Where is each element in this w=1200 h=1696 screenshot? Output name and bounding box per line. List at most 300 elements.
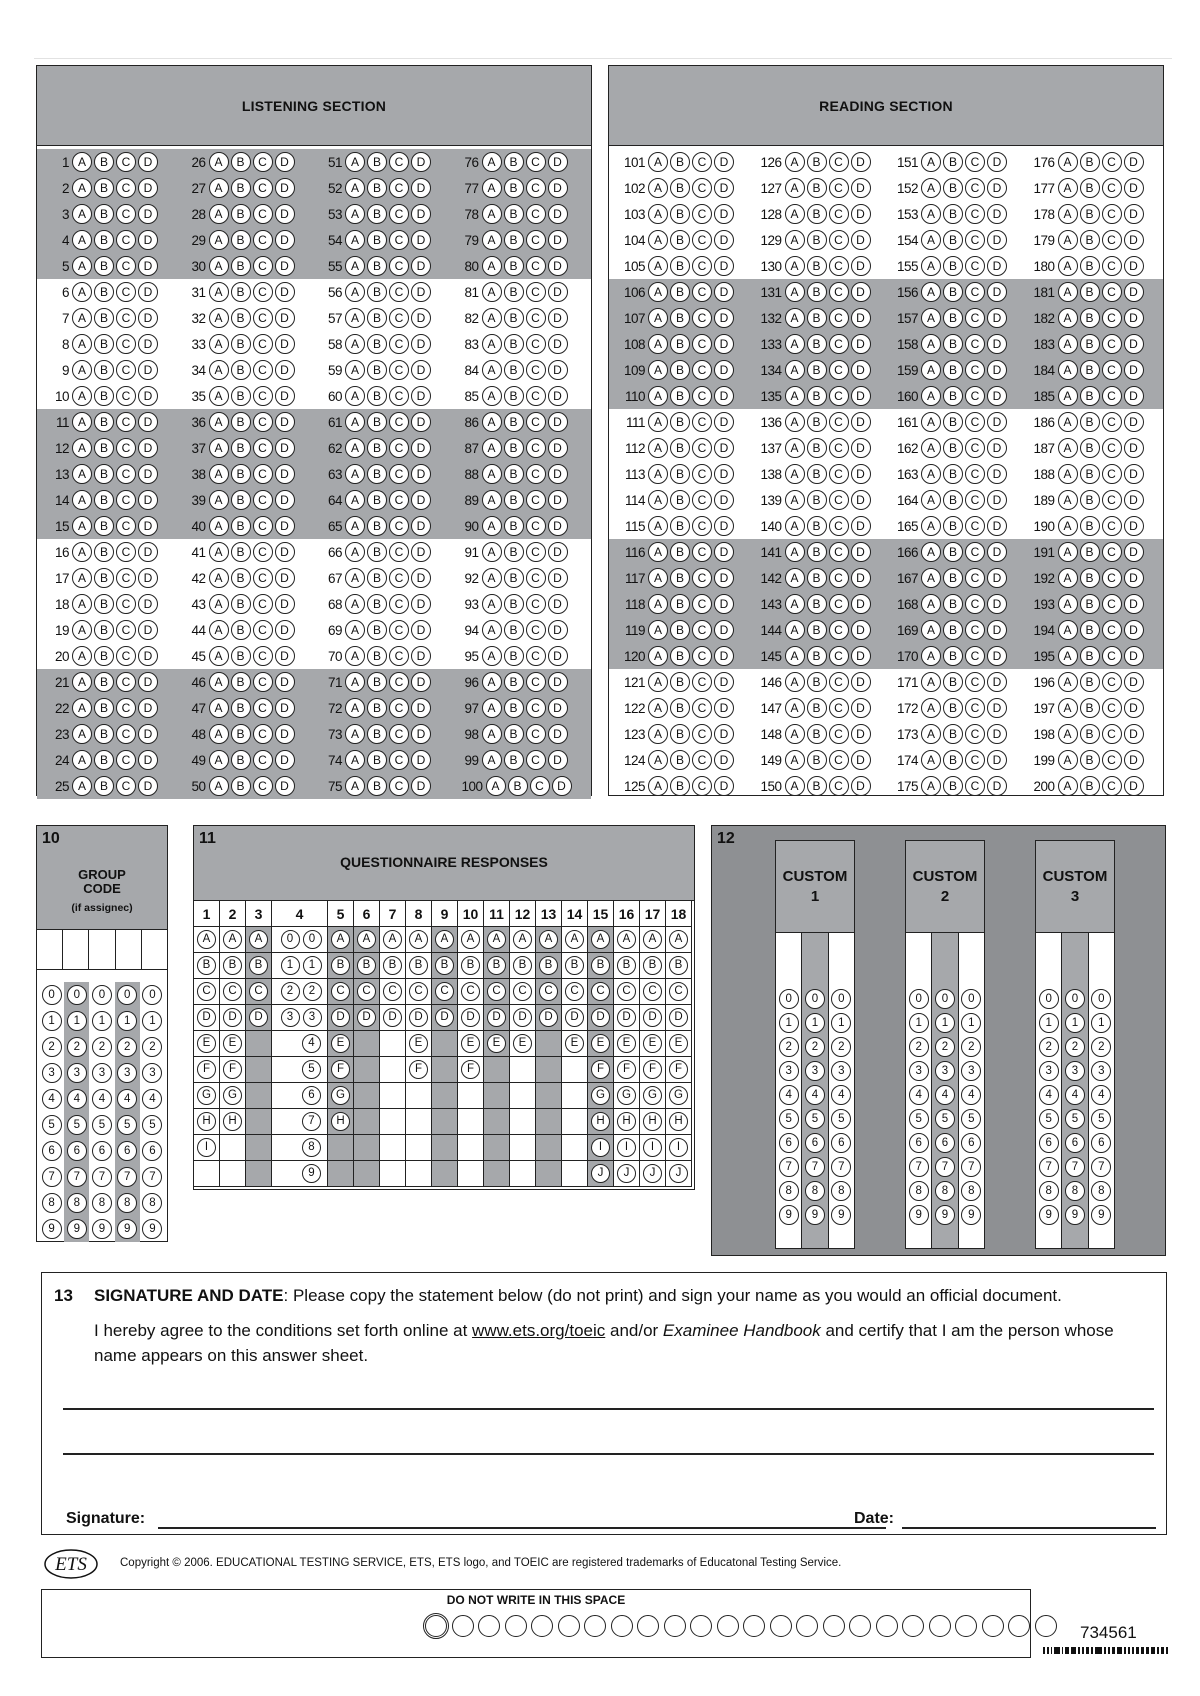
answer-bubble-c[interactable]: C [1102, 386, 1122, 406]
answer-bubble-d[interactable]: D [548, 516, 568, 536]
answer-bubble-d[interactable]: D [987, 386, 1007, 406]
answer-bubble-d[interactable]: D [1124, 386, 1144, 406]
answer-bubble-a[interactable]: A [1058, 542, 1078, 562]
answer-bubble-b[interactable]: B [807, 334, 827, 354]
digit-bubble-9[interactable]: 9 [1065, 1205, 1085, 1225]
answer-bubble-c[interactable]: C [829, 152, 849, 172]
option-bubble-f[interactable]: F [591, 1060, 610, 1079]
answer-bubble-a[interactable]: A [921, 698, 941, 718]
digit-bubble-7[interactable]: 7 [67, 1167, 87, 1187]
digit-bubble-1[interactable]: 1 [961, 1013, 981, 1033]
digit-bubble-7[interactable]: 7 [805, 1157, 825, 1177]
answer-bubble-a[interactable]: A [72, 672, 92, 692]
answer-bubble-d[interactable]: D [275, 334, 295, 354]
answer-bubble-d[interactable]: D [411, 230, 431, 250]
answer-bubble-d[interactable]: D [1124, 256, 1144, 276]
answer-bubble-a[interactable]: A [785, 464, 805, 484]
statement-copy-line-2[interactable] [63, 1453, 1154, 1455]
answer-bubble-a[interactable]: A [785, 282, 805, 302]
statement-copy-line-1[interactable] [63, 1408, 1154, 1410]
answer-bubble-c[interactable]: C [389, 542, 409, 562]
digit-bubble-2[interactable]: 2 [961, 1037, 981, 1057]
answer-bubble-a[interactable]: A [345, 698, 365, 718]
answer-bubble-b[interactable]: B [670, 490, 690, 510]
answer-bubble-b[interactable]: B [943, 594, 963, 614]
answer-bubble-b[interactable]: B [504, 282, 524, 302]
answer-bubble-c[interactable]: C [526, 672, 546, 692]
digit-bubble-7[interactable]: 7 [302, 1112, 321, 1131]
answer-bubble-b[interactable]: B [367, 438, 387, 458]
answer-bubble-b[interactable]: B [94, 256, 114, 276]
digit-bubble-9[interactable]: 9 [831, 1205, 851, 1225]
digit-bubble-3[interactable]: 3 [67, 1063, 87, 1083]
answer-bubble-a[interactable]: A [785, 750, 805, 770]
answer-bubble-a[interactable]: A [482, 308, 502, 328]
answer-bubble-b[interactable]: B [670, 386, 690, 406]
answer-bubble-c[interactable]: C [116, 386, 136, 406]
answer-bubble-a[interactable]: A [785, 672, 805, 692]
answer-bubble-b[interactable]: B [670, 204, 690, 224]
digit-bubble-3[interactable]: 3 [117, 1063, 137, 1083]
answer-bubble-d[interactable]: D [275, 386, 295, 406]
answer-bubble-c[interactable]: C [526, 360, 546, 380]
digit-bubble-0[interactable]: 0 [117, 985, 137, 1005]
answer-bubble-d[interactable]: D [411, 282, 431, 302]
answer-bubble-c[interactable]: C [253, 386, 273, 406]
option-bubble-a[interactable]: A [461, 930, 480, 949]
answer-bubble-a[interactable]: A [482, 724, 502, 744]
answer-bubble-c[interactable]: C [389, 204, 409, 224]
answer-bubble-b[interactable]: B [943, 438, 963, 458]
answer-bubble-a[interactable]: A [482, 334, 502, 354]
answer-bubble-b[interactable]: B [94, 386, 114, 406]
answer-bubble-d[interactable]: D [275, 178, 295, 198]
answer-bubble-c[interactable]: C [253, 776, 273, 796]
answer-bubble-d[interactable]: D [714, 334, 734, 354]
option-bubble-b[interactable]: B [591, 956, 610, 975]
digit-bubble-5[interactable]: 5 [1065, 1109, 1085, 1129]
answer-bubble-b[interactable]: B [943, 204, 963, 224]
answer-bubble-c[interactable]: C [526, 646, 546, 666]
answer-bubble-b[interactable]: B [807, 594, 827, 614]
answer-bubble-c[interactable]: C [692, 672, 712, 692]
answer-bubble-d[interactable]: D [275, 490, 295, 510]
answer-bubble-c[interactable]: C [829, 646, 849, 666]
answer-bubble-d[interactable]: D [714, 750, 734, 770]
answer-bubble-c[interactable]: C [692, 724, 712, 744]
answer-bubble-b[interactable]: B [367, 672, 387, 692]
answer-bubble-a[interactable]: A [921, 412, 941, 432]
answer-bubble-b[interactable]: B [94, 204, 114, 224]
answer-bubble-c[interactable]: C [1102, 282, 1122, 302]
answer-bubble-b[interactable]: B [943, 672, 963, 692]
answer-bubble-b[interactable]: B [670, 724, 690, 744]
answer-bubble-a[interactable]: A [1058, 152, 1078, 172]
answer-bubble-c[interactable]: C [692, 542, 712, 562]
option-bubble-e[interactable]: E [513, 1034, 532, 1053]
answer-bubble-b[interactable]: B [231, 620, 251, 640]
write-box[interactable] [776, 933, 802, 973]
answer-bubble-c[interactable]: C [965, 776, 985, 796]
answer-bubble-d[interactable]: D [987, 672, 1007, 692]
answer-bubble-d[interactable]: D [548, 594, 568, 614]
answer-bubble-d[interactable]: D [1124, 646, 1144, 666]
answer-bubble-a[interactable]: A [921, 386, 941, 406]
answer-bubble-b[interactable]: B [1080, 724, 1100, 744]
answer-bubble-a[interactable]: A [482, 438, 502, 458]
answer-bubble-c[interactable]: C [526, 698, 546, 718]
answer-bubble-d[interactable]: D [552, 776, 572, 796]
answer-bubble-b[interactable]: B [231, 672, 251, 692]
answer-bubble-c[interactable]: C [253, 204, 273, 224]
answer-bubble-a[interactable]: A [482, 204, 502, 224]
answer-bubble-d[interactable]: D [714, 464, 734, 484]
answer-bubble-b[interactable]: B [367, 464, 387, 484]
digit-bubble-6[interactable]: 6 [92, 1141, 112, 1161]
digit-bubble-6[interactable]: 6 [779, 1133, 799, 1153]
answer-bubble-d[interactable]: D [275, 620, 295, 640]
answer-bubble-b[interactable]: B [1080, 698, 1100, 718]
answer-bubble-a[interactable]: A [209, 620, 229, 640]
answer-bubble-b[interactable]: B [807, 412, 827, 432]
digit-bubble-8[interactable]: 8 [1039, 1181, 1059, 1201]
answer-bubble-a[interactable]: A [482, 620, 502, 640]
answer-bubble-a[interactable]: A [209, 412, 229, 432]
answer-bubble-b[interactable]: B [367, 750, 387, 770]
answer-bubble-a[interactable]: A [345, 490, 365, 510]
answer-bubble-c[interactable]: C [116, 490, 136, 510]
option-bubble-a[interactable]: A [223, 930, 242, 949]
option-bubble-e[interactable]: E [409, 1034, 428, 1053]
option-bubble-c[interactable]: C [331, 982, 350, 1001]
digit-bubble-4[interactable]: 4 [1039, 1085, 1059, 1105]
answer-bubble-d[interactable]: D [411, 334, 431, 354]
answer-bubble-a[interactable]: A [482, 568, 502, 588]
answer-bubble-d[interactable]: D [411, 308, 431, 328]
answer-bubble-a[interactable]: A [209, 542, 229, 562]
signature-line[interactable] [158, 1527, 886, 1529]
answer-bubble-b[interactable]: B [231, 334, 251, 354]
answer-bubble-c[interactable]: C [116, 334, 136, 354]
answer-bubble-a[interactable]: A [72, 438, 92, 458]
answer-bubble-a[interactable]: A [1058, 360, 1078, 380]
answer-bubble-b[interactable]: B [504, 178, 524, 198]
answer-bubble-a[interactable]: A [921, 230, 941, 250]
answer-bubble-c[interactable]: C [965, 464, 985, 484]
digit-bubble-5[interactable]: 5 [42, 1115, 62, 1135]
digit-bubble-8[interactable]: 8 [961, 1181, 981, 1201]
answer-bubble-b[interactable]: B [504, 438, 524, 458]
answer-bubble-b[interactable]: B [231, 282, 251, 302]
answer-bubble-c[interactable]: C [829, 776, 849, 796]
answer-bubble-d[interactable]: D [714, 152, 734, 172]
digit-bubble-4[interactable]: 4 [67, 1089, 87, 1109]
group-code-write-boxes[interactable] [37, 930, 167, 970]
digit-bubble-8[interactable]: 8 [831, 1181, 851, 1201]
digit-bubble-6[interactable]: 6 [805, 1133, 825, 1153]
option-bubble-b[interactable]: B [435, 956, 454, 975]
answer-bubble-c[interactable]: C [116, 360, 136, 380]
answer-bubble-c[interactable]: C [829, 204, 849, 224]
answer-bubble-c[interactable]: C [965, 646, 985, 666]
answer-bubble-a[interactable]: A [648, 776, 668, 796]
answer-bubble-d[interactable]: D [275, 308, 295, 328]
answer-bubble-d[interactable]: D [714, 204, 734, 224]
answer-bubble-a[interactable]: A [785, 568, 805, 588]
answer-bubble-c[interactable]: C [526, 334, 546, 354]
answer-bubble-a[interactable]: A [785, 646, 805, 666]
answer-bubble-c[interactable]: C [829, 750, 849, 770]
answer-bubble-b[interactable]: B [367, 542, 387, 562]
digit-bubble-2[interactable]: 2 [935, 1037, 955, 1057]
answer-bubble-c[interactable]: C [526, 542, 546, 562]
answer-bubble-b[interactable]: B [807, 204, 827, 224]
answer-bubble-b[interactable]: B [504, 724, 524, 744]
option-bubble-j[interactable]: J [617, 1164, 636, 1183]
answer-bubble-d[interactable]: D [275, 464, 295, 484]
digit-bubble-5[interactable]: 5 [779, 1109, 799, 1129]
option-bubble-h[interactable]: H [591, 1112, 610, 1131]
answer-bubble-d[interactable]: D [714, 672, 734, 692]
answer-bubble-b[interactable]: B [807, 516, 827, 536]
answer-bubble-c[interactable]: C [116, 412, 136, 432]
option-bubble-a[interactable]: A [565, 930, 584, 949]
option-bubble-a[interactable]: A [383, 930, 402, 949]
answer-bubble-d[interactable]: D [275, 152, 295, 172]
answer-bubble-d[interactable]: D [275, 360, 295, 380]
answer-bubble-a[interactable]: A [648, 568, 668, 588]
answer-bubble-b[interactable]: B [504, 698, 524, 718]
answer-bubble-b[interactable]: B [504, 568, 524, 588]
answer-bubble-a[interactable]: A [1058, 256, 1078, 276]
answer-bubble-d[interactable]: D [987, 152, 1007, 172]
answer-bubble-c[interactable]: C [965, 412, 985, 432]
answer-bubble-b[interactable]: B [807, 152, 827, 172]
answer-bubble-a[interactable]: A [921, 360, 941, 380]
digit-bubble-1[interactable]: 1 [303, 956, 322, 975]
answer-bubble-d[interactable]: D [1124, 178, 1144, 198]
digit-bubble-8[interactable]: 8 [909, 1181, 929, 1201]
answer-bubble-a[interactable]: A [482, 490, 502, 510]
answer-bubble-d[interactable]: D [1124, 282, 1144, 302]
answer-bubble-c[interactable]: C [692, 256, 712, 276]
digit-bubble-0[interactable]: 0 [805, 989, 825, 1009]
answer-bubble-c[interactable]: C [965, 256, 985, 276]
answer-bubble-a[interactable]: A [921, 620, 941, 640]
answer-bubble-b[interactable]: B [231, 204, 251, 224]
answer-bubble-b[interactable]: B [367, 620, 387, 640]
answer-bubble-d[interactable]: D [851, 334, 871, 354]
answer-bubble-d[interactable]: D [548, 334, 568, 354]
answer-bubble-c[interactable]: C [389, 230, 409, 250]
answer-bubble-a[interactable]: A [482, 672, 502, 692]
answer-bubble-c[interactable]: C [253, 334, 273, 354]
answer-bubble-b[interactable]: B [94, 152, 114, 172]
custom-write-boxes[interactable] [1036, 933, 1114, 973]
option-bubble-c[interactable]: C [435, 982, 454, 1001]
digit-bubble-7[interactable]: 7 [909, 1157, 929, 1177]
answer-bubble-d[interactable]: D [275, 724, 295, 744]
option-bubble-d[interactable]: D [513, 1008, 532, 1027]
answer-bubble-a[interactable]: A [1058, 282, 1078, 302]
answer-bubble-c[interactable]: C [965, 438, 985, 458]
answer-bubble-a[interactable]: A [72, 464, 92, 484]
answer-bubble-a[interactable]: A [1058, 594, 1078, 614]
answer-bubble-b[interactable]: B [94, 282, 114, 302]
digit-bubble-9[interactable]: 9 [92, 1219, 112, 1239]
answer-bubble-a[interactable]: A [1058, 776, 1078, 796]
answer-bubble-d[interactable]: D [987, 282, 1007, 302]
answer-bubble-d[interactable]: D [714, 724, 734, 744]
digit-bubble-1[interactable]: 1 [1091, 1013, 1111, 1033]
answer-bubble-c[interactable]: C [692, 386, 712, 406]
answer-bubble-b[interactable]: B [504, 516, 524, 536]
answer-bubble-b[interactable]: B [943, 412, 963, 432]
answer-bubble-d[interactable]: D [275, 282, 295, 302]
answer-bubble-a[interactable]: A [345, 516, 365, 536]
answer-bubble-c[interactable]: C [829, 542, 849, 562]
answer-bubble-a[interactable]: A [921, 594, 941, 614]
answer-bubble-c[interactable]: C [526, 256, 546, 276]
digit-bubble-9[interactable]: 9 [805, 1205, 825, 1225]
answer-bubble-d[interactable]: D [138, 776, 158, 796]
answer-bubble-a[interactable]: A [921, 282, 941, 302]
answer-bubble-d[interactable]: D [138, 178, 158, 198]
digit-bubble-5[interactable]: 5 [1039, 1109, 1059, 1129]
answer-bubble-d[interactable]: D [851, 386, 871, 406]
answer-bubble-d[interactable]: D [851, 152, 871, 172]
digit-bubble-1[interactable]: 1 [779, 1013, 799, 1033]
answer-bubble-d[interactable]: D [138, 386, 158, 406]
answer-bubble-a[interactable]: A [648, 308, 668, 328]
answer-bubble-d[interactable]: D [1124, 594, 1144, 614]
digit-bubble-2[interactable]: 2 [67, 1037, 87, 1057]
answer-bubble-d[interactable]: D [275, 438, 295, 458]
option-bubble-c[interactable]: C [223, 982, 242, 1001]
answer-bubble-c[interactable]: C [692, 594, 712, 614]
answer-bubble-d[interactable]: D [411, 542, 431, 562]
answer-bubble-c[interactable]: C [389, 464, 409, 484]
digit-bubble-4[interactable]: 4 [935, 1085, 955, 1105]
answer-bubble-b[interactable]: B [943, 490, 963, 510]
option-bubble-h[interactable]: H [197, 1112, 216, 1131]
digit-bubble-0[interactable]: 0 [42, 985, 62, 1005]
answer-bubble-d[interactable]: D [548, 204, 568, 224]
answer-bubble-a[interactable]: A [785, 178, 805, 198]
option-bubble-b[interactable]: B [513, 956, 532, 975]
option-bubble-d[interactable]: D [487, 1008, 506, 1027]
answer-bubble-c[interactable]: C [253, 360, 273, 380]
answer-bubble-c[interactable]: C [116, 464, 136, 484]
answer-bubble-b[interactable]: B [807, 230, 827, 250]
answer-bubble-b[interactable]: B [670, 438, 690, 458]
answer-bubble-a[interactable]: A [648, 386, 668, 406]
answer-bubble-d[interactable]: D [411, 438, 431, 458]
answer-bubble-b[interactable]: B [943, 386, 963, 406]
answer-bubble-b[interactable]: B [94, 568, 114, 588]
answer-bubble-d[interactable]: D [548, 152, 568, 172]
answer-bubble-c[interactable]: C [692, 308, 712, 328]
answer-bubble-d[interactable]: D [275, 594, 295, 614]
answer-bubble-c[interactable]: C [116, 672, 136, 692]
option-bubble-c[interactable]: C [617, 982, 636, 1001]
option-bubble-j[interactable]: J [591, 1164, 610, 1183]
digit-bubble-6[interactable]: 6 [1091, 1133, 1111, 1153]
answer-bubble-d[interactable]: D [138, 412, 158, 432]
answer-bubble-a[interactable]: A [209, 750, 229, 770]
answer-bubble-c[interactable]: C [829, 620, 849, 640]
answer-bubble-d[interactable]: D [275, 516, 295, 536]
digit-bubble-2[interactable]: 2 [1039, 1037, 1059, 1057]
answer-bubble-b[interactable]: B [231, 490, 251, 510]
option-bubble-d[interactable]: D [331, 1008, 350, 1027]
option-bubble-e[interactable]: E [591, 1034, 610, 1053]
digit-bubble-0[interactable]: 0 [779, 989, 799, 1009]
answer-bubble-a[interactable]: A [482, 516, 502, 536]
answer-bubble-c[interactable]: C [1102, 152, 1122, 172]
digit-bubble-1[interactable]: 1 [281, 956, 300, 975]
answer-bubble-a[interactable]: A [1058, 568, 1078, 588]
answer-bubble-b[interactable]: B [367, 204, 387, 224]
answer-bubble-a[interactable]: A [209, 672, 229, 692]
answer-bubble-b[interactable]: B [94, 360, 114, 380]
answer-bubble-d[interactable]: D [275, 672, 295, 692]
answer-bubble-d[interactable]: D [987, 412, 1007, 432]
digit-bubble-7[interactable]: 7 [935, 1157, 955, 1177]
answer-bubble-d[interactable]: D [987, 542, 1007, 562]
answer-bubble-b[interactable]: B [231, 438, 251, 458]
answer-bubble-b[interactable]: B [367, 282, 387, 302]
answer-bubble-a[interactable]: A [921, 776, 941, 796]
answer-bubble-d[interactable]: D [411, 698, 431, 718]
digit-bubble-3[interactable]: 3 [42, 1063, 62, 1083]
answer-bubble-c[interactable]: C [1102, 646, 1122, 666]
answer-bubble-a[interactable]: A [482, 698, 502, 718]
option-bubble-h[interactable]: H [617, 1112, 636, 1131]
answer-bubble-b[interactable]: B [943, 724, 963, 744]
answer-bubble-b[interactable]: B [1080, 490, 1100, 510]
answer-bubble-c[interactable]: C [829, 256, 849, 276]
answer-bubble-d[interactable]: D [411, 750, 431, 770]
answer-bubble-a[interactable]: A [648, 152, 668, 172]
answer-bubble-d[interactable]: D [851, 594, 871, 614]
answer-bubble-b[interactable]: B [504, 750, 524, 770]
answer-bubble-a[interactable]: A [72, 152, 92, 172]
answer-bubble-a[interactable]: A [1058, 724, 1078, 744]
answer-bubble-b[interactable]: B [367, 256, 387, 276]
answer-bubble-a[interactable]: A [785, 386, 805, 406]
answer-bubble-d[interactable]: D [138, 724, 158, 744]
digit-bubble-5[interactable]: 5 [92, 1115, 112, 1135]
digit-bubble-2[interactable]: 2 [303, 982, 322, 1001]
answer-bubble-b[interactable]: B [670, 594, 690, 614]
answer-bubble-b[interactable]: B [1080, 672, 1100, 692]
digit-bubble-3[interactable]: 3 [1039, 1061, 1059, 1081]
answer-bubble-a[interactable]: A [648, 750, 668, 770]
answer-bubble-a[interactable]: A [72, 594, 92, 614]
answer-bubble-b[interactable]: B [670, 750, 690, 770]
answer-bubble-b[interactable]: B [504, 490, 524, 510]
answer-bubble-d[interactable]: D [714, 776, 734, 796]
digit-bubble-2[interactable]: 2 [805, 1037, 825, 1057]
answer-bubble-c[interactable]: C [692, 152, 712, 172]
digit-bubble-8[interactable]: 8 [302, 1138, 321, 1157]
write-box[interactable] [959, 933, 984, 973]
answer-bubble-c[interactable]: C [253, 672, 273, 692]
digit-bubble-3[interactable]: 3 [92, 1063, 112, 1083]
answer-bubble-a[interactable]: A [921, 178, 941, 198]
answer-bubble-c[interactable]: C [692, 516, 712, 536]
